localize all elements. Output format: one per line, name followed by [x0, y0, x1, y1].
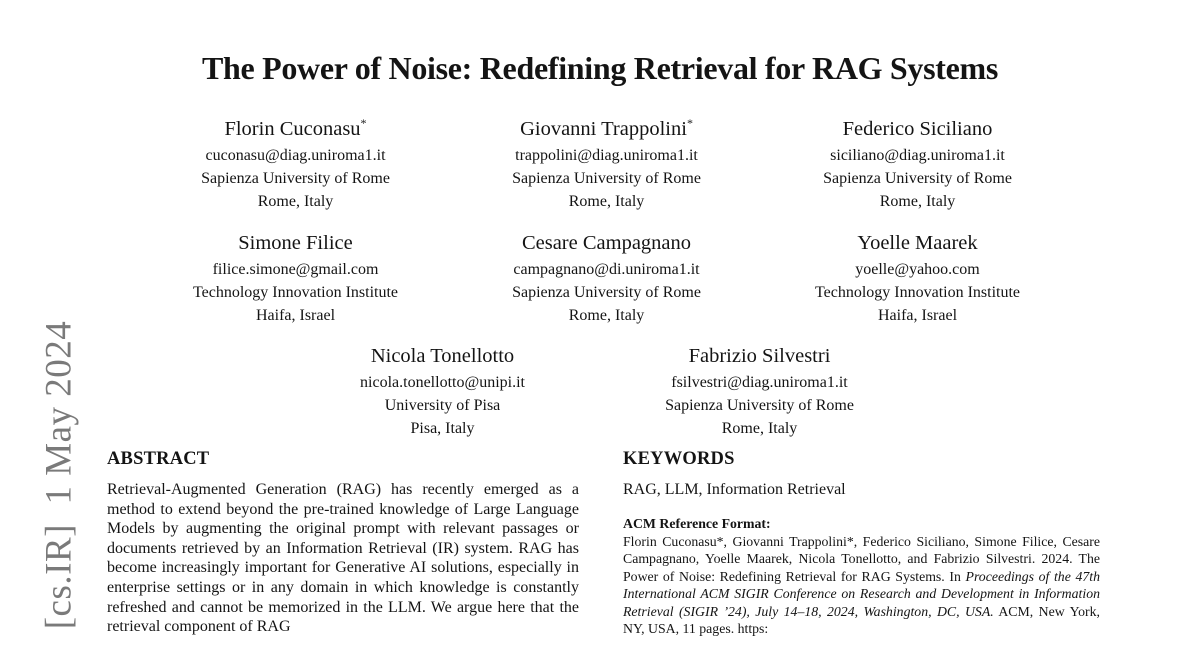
author-name — [762, 224, 1073, 256]
author-email: campagnano@di.uniroma1.it — [513, 260, 700, 278]
author-name-text: Federico Siciliano — [842, 117, 993, 140]
author-footnote-marker: * — [360, 116, 367, 130]
acm-reference-part1: Florin Cuconasu*, Giovanni Trappolini*, Federico Siciliano, Simone Filice, Cesare Campagnano, Yoelle Maarek, Nicola Tonellotto, and Fabrizio Silvestri. 2024. The Power of Noise: Redefining Retrieval for RAG Systems. In — [623, 534, 1100, 584]
author-affiliation: Technology Innovation Institute — [192, 283, 399, 301]
keywords-text: RAG, LLM, Information Retrieval — [623, 481, 846, 498]
arxiv-banner-text: [cs.IR] 1 May 2024 — [38, 320, 80, 630]
author-location: Pisa, Italy — [410, 419, 475, 437]
author-affiliation: University of Pisa — [384, 396, 501, 414]
author-block-nicola-tonellotto — [284, 337, 601, 440]
author-location: Rome, Italy — [257, 192, 334, 210]
two-column-body — [107, 449, 1100, 637]
author-email: siciliano@diag.uniroma1.it — [830, 146, 1005, 164]
author-name — [284, 337, 601, 369]
authors-row-2 — [140, 224, 1073, 327]
author-name — [762, 110, 1073, 142]
author-location: Rome, Italy — [568, 306, 645, 324]
abstract-heading: ABSTRACT — [107, 449, 210, 469]
author-location: Rome, Italy — [568, 192, 645, 210]
paper-title: The Power of Noise: Redefining Retrieval for RAG Systems — [201, 50, 999, 86]
author-name — [601, 337, 918, 369]
author-block-federico-siciliano — [762, 110, 1073, 213]
author-block-florin-cuconasu — [140, 110, 451, 213]
author-name-text: Nicola Tonellotto — [370, 344, 515, 367]
author-email: cuconasu@diag.uniroma1.it — [205, 146, 386, 164]
author-block-yoelle-maarek — [762, 224, 1073, 327]
author-location: Rome, Italy — [721, 419, 798, 437]
author-name-text: Cesare Campagnano — [521, 231, 692, 254]
author-email: fsilvestri@diag.uniroma1.it — [671, 373, 848, 391]
author-block-fabrizio-silvestri — [601, 337, 918, 440]
author-name — [451, 110, 762, 142]
left-column — [107, 449, 579, 637]
authors-row-1 — [140, 110, 1073, 213]
author-name-text: Yoelle Maarek — [857, 231, 978, 254]
author-email: trappolini@diag.uniroma1.it — [515, 146, 698, 164]
acm-reference-text — [623, 533, 1100, 637]
acm-reference-heading: ACM Reference Format: — [623, 516, 771, 531]
author-name-text: Fabrizio Silvestri — [688, 344, 831, 367]
author-location: Rome, Italy — [879, 192, 956, 210]
author-name — [140, 224, 451, 256]
author-name — [451, 224, 762, 256]
author-name-text: Simone Filice — [238, 231, 353, 254]
abstract-text: Retrieval-Augmented Generation (RAG) has recently emerged as a method to extend beyond the pre-trained knowledge of Large Language Models by augmenting the original prompt with relevant passages or documents retrieved by an Information Retrieval (IR) system. RAG has become increasingly important for Generative AI solutions, especially in enterprise settings or in any domain in which knowledge is constantly refreshed and cannot be memorized in the LLM. We argue here that the retrieval component of RAG — [107, 481, 579, 636]
author-affiliation: Sapienza University of Rome — [823, 169, 1012, 187]
author-name-text: Giovanni Trappolini — [520, 117, 687, 140]
author-affiliation: Sapienza University of Rome — [665, 396, 854, 414]
author-affiliation: Sapienza University of Rome — [201, 169, 390, 187]
authors-row-3 — [284, 337, 918, 440]
keywords-heading: KEYWORDS — [623, 449, 735, 469]
right-column — [623, 449, 1100, 637]
author-affiliation: Technology Innovation Institute — [814, 283, 1021, 301]
author-affiliation: Sapienza University of Rome — [512, 283, 701, 301]
acm-reference-part2: ACM, New York, NY, USA, 11 pages. https: — [623, 603, 1100, 637]
author-location: Haifa, Israel — [877, 306, 958, 324]
author-name — [140, 110, 451, 142]
author-affiliation: Sapienza University of Rome — [512, 169, 701, 187]
author-block-simone-filice — [140, 224, 451, 327]
author-footnote-marker: * — [686, 116, 693, 130]
author-block-cesare-campagnano — [451, 224, 762, 327]
acm-reference-proceedings-italic: Proceedings of the 47th International ACM SIGIR Conference on Research and Development in Information Retrieval (SIGIR ’24), July 14–18, 2024, Washington, DC, USA. — [623, 568, 1100, 619]
author-email: yoelle@yahoo.com — [855, 260, 980, 278]
author-block-giovanni-trappolini — [451, 110, 762, 213]
author-name-text: Florin Cuconasu — [224, 117, 361, 140]
author-email: filice.simone@gmail.com — [212, 260, 379, 278]
author-email: nicola.tonellotto@unipi.it — [360, 373, 525, 391]
author-location: Haifa, Israel — [255, 306, 336, 324]
